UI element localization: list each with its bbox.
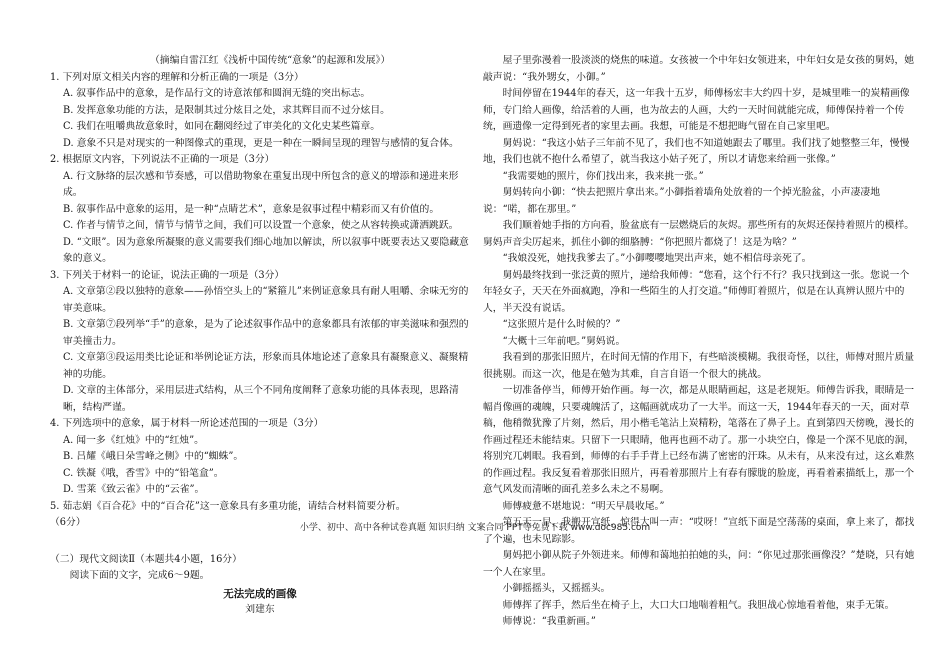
question-1-option-b: B. 发挥意象功能的方法，是限制其过分炫目之处，求其辉目而不过分炫目。 — [63, 104, 390, 116]
question-2-stem: 2. 根据原文内容，下列说法不正确的一项是（3分） — [50, 154, 275, 165]
section-gap — [50, 532, 470, 552]
question-3-option-d: D. 文章的主体部分，采用层进式结构，从三个不同角度阐释了意象功能的具体表现，思路清晰，结构严谨。 — [63, 385, 459, 413]
story-paragraph: 舅妈最终找到一张泛黄的照片，递给我师傅：“您看，这个行不行？我只找到这一张。您说一个年轻女子，天天在外面疯跑，净和一些陌生的人打交道。”师傅盯着照片，似是在认真辨认照片中的人，半天没有说话。 — [483, 269, 910, 314]
question-3-option-b: B. 文章第⑦段列举“手”的意象，是为了论述叙事作品中的意象都具有浓郁的审美滋味和强烈的审美撞击力。 — [63, 319, 469, 347]
question-4-stem: 4. 下列选项中的意象，属于材料一所论述范围的一项是（3分） — [50, 418, 324, 429]
question-5-score: （6分） — [50, 517, 86, 528]
story-paragraph: 舅妈转向小御：“快去把照片拿出来。”小御指着墙角处放着的一个掉光脸盆，小声凄凄地说：“喏，都在那里。” — [483, 187, 880, 215]
story-paragraph: 师傅说：“我重新画。” — [502, 616, 596, 627]
question-1-option-a: A. 叙事作品中的意象，是作品行文的诗意浓郁和圆润无缝的突出标志。 — [63, 88, 371, 99]
story-paragraph: 师傅疲惫不堪地说：“明天早晨收尾。” — [502, 500, 665, 512]
story-paragraph: 舅妈说：“我这小姑子三年前不见了，我们也不知道她跟去了哪里。我们找了她整整三年，慢慢地，我们也就不抱什么希望了，就当我这小姑子死了，所以才请您来给画一张像。” — [483, 137, 910, 165]
question-3-stem: 3. 下列关于材料一的论证，说法正确的一项是（3分） — [50, 269, 285, 281]
story-author: 刘建东 — [245, 604, 275, 615]
story-paragraph: 舅妈把小御从院子外领进来。师傅和蔼地拍拍她的头，问：“你见过那张画像没？”楚晓，只有她一个人在家里。 — [483, 550, 915, 578]
story-paragraph: “大概十三年前吧。”舅妈说。 — [502, 335, 626, 347]
question-2-option-d: D. “文眼”。因为意象所凝聚的意义需要我们细心地加以解读，所以叙事中既要表达又要隐藏意象的意义。 — [63, 236, 469, 264]
question-3-option-a: A. 文章第②段以独特的意象——孙悟空头上的“紧箍儿”来例证意象具有耐人咀嚼、余味无穷的审美意味。 — [63, 286, 469, 314]
question-3-option-c: C. 文章第③段运用类比论证和举例论证方法，形象而具体地论述了意象具有凝聚意义、凝聚精神的功能。 — [63, 352, 469, 380]
right-column — [483, 53, 915, 631]
story-paragraph: 师傅挥了挥手，然后坐在椅子上，大口大口地喘着粗气。我胆战心惊地看着他，束手无策。 — [502, 599, 895, 611]
left-column — [50, 53, 470, 619]
question-1-stem: 1. 下列对原文相关内容的理解和分析正确的一项是（3分） — [50, 71, 304, 83]
story-paragraph: 我们顺着她手指的方向看，脸盆底有一层燃烧后的灰烬。那些所有的灰烬还保持着照片的模样。舅妈声音尖厉起来，抓住小御的细胳膊：“你把照片都烧了！这是为啥？” — [483, 220, 915, 248]
question-4-option-d: D. 雪莱《致云雀》中的“云雀”。 — [63, 484, 205, 495]
story-paragraph: 一切准备停当，师傅开始作画。每一次，都是从眼睛画起，这是老规矩。师傅告诉我，眼睛是一幅肖像画的魂魄，只要魂魄活了，这幅画就成功了一大半。而这一天，1944年春天的一天，面对草稿，他稍微犹豫了片刻，然后，用小楷毛笔沾上炭精粉，笔落在了鼻子上。直到第四天傍晚，漫长的作画过程还未能结束。只留下一只眼睛，他再也画不动了。那一小块空白，像是一个深不见底的洞，将别究兀刺眼。我看到，师傅的右手手背上已经布满了密密的汗珠。从未有，从来没有过，这幺难熬的作画过程。我反复看着那张旧照片，再看着那照片上有春有朦胧的脸庞，再看着素描纸上，那一个意气风发而清晰的面孔差多么未之不易啊。 — [483, 385, 915, 495]
question-4-option-b: B. 吕耀《峨日朵雪峰之侧》中的“蜘蛛”。 — [63, 451, 244, 462]
source-citation: （摘编自雷江红《浅析中国传统“意象”的起源和发展》） — [150, 55, 391, 66]
story-paragraph: 我看到的那张旧照片，在时间无情的作用下，有些暗淡模糊。我很奇怪，以往，师傅对照片质量很挑剔。而这一次，他是在勉为其难，自言自语一个很大的挑战。 — [483, 352, 915, 380]
story-title: 无法完成的画像 — [223, 587, 297, 600]
question-4-option-a: A. 闻一多《红烛》中的“红烛”。 — [63, 434, 204, 446]
question-1-option-d: D. 意象不只是对现实的一种图像式的重现，更是一种在一瞬间呈现的理智与感情的复合体。 — [63, 137, 459, 149]
question-2-option-a: A. 行文脉络的层次感和节奏感，可以借助物象在重复出现中所包含的意义的增添和递进来形成。 — [63, 170, 459, 198]
section-heading: （二）现代文阅读Ⅱ（本题共4小题，16分） — [50, 553, 242, 565]
story-paragraph: “这张照片是什么时候的？” — [502, 319, 621, 330]
question-2-option-c: C. 作者与情节之间，情节与情节之间，我们可以设置一个意象，使之从容转换或潇洒跳跃。 — [63, 220, 459, 231]
story-paragraph: “我娘没死，她找我爹去了。”小御嘤嘤地哭出声来，她不相信母亲死了。 — [502, 253, 812, 264]
question-1-option-c: C. 我们在咀嚼典故意象时，如同在翻阅经过了审美化的文化史某些篇章。 — [63, 121, 381, 132]
reading-instruction: 阅读下面的文字，完成6～9题。 — [69, 570, 210, 581]
footer-banner: 小学、初中、高中各种试卷真题 知识归纳 文案合同 PPT等免费下载 www.doc985.com — [299, 523, 651, 533]
story-paragraph: 第五天一早，我搬开宣纸，惊得大叫一声：“哎呀！”宣纸下面是空荡荡的桌面，拿上来了，都找了个遍，也未见踪影。 — [483, 517, 915, 545]
question-2-option-b: B. 叙事作品中意象的运用，是一种“点睛艺术”，意象是叙事过程中精彩而又有价值的。 — [63, 203, 440, 215]
story-paragraph: 小御摇摇头，又摇摇头。 — [502, 583, 611, 594]
story-paragraph: 时间停留在1944年的春天，这一年我十五岁，师傅杨宏丰大约四十岁，是城里唯一的炭精画像师，专门给人画像，给活着的人画，也为故去的人画，大约一天时间就能完成，师傅保持着一个传统，画遗像一定得到死者的家里去画。我想，可能是不想把晦气留在自己家里吧。 — [483, 88, 910, 132]
story-paragraph: “我需要她的照片，你们找出来，我来挑一张。” — [502, 170, 704, 182]
question-5-stem: 5. 茹志娟《百合花》中的“百合花”这一意象具有多重功能，请结合材料简要分析。 — [50, 500, 406, 512]
question-4-option-c: C. 铁凝《哦，香雪》中的“铅笔盒”。 — [63, 467, 224, 479]
story-paragraph: 屋子里弥漫着一股淡淡的烧焦的味道。女孩被一个中年妇女领进来，中年妇女是女孩的舅妈，她敲声说：“我外甥女，小御。” — [483, 55, 915, 83]
